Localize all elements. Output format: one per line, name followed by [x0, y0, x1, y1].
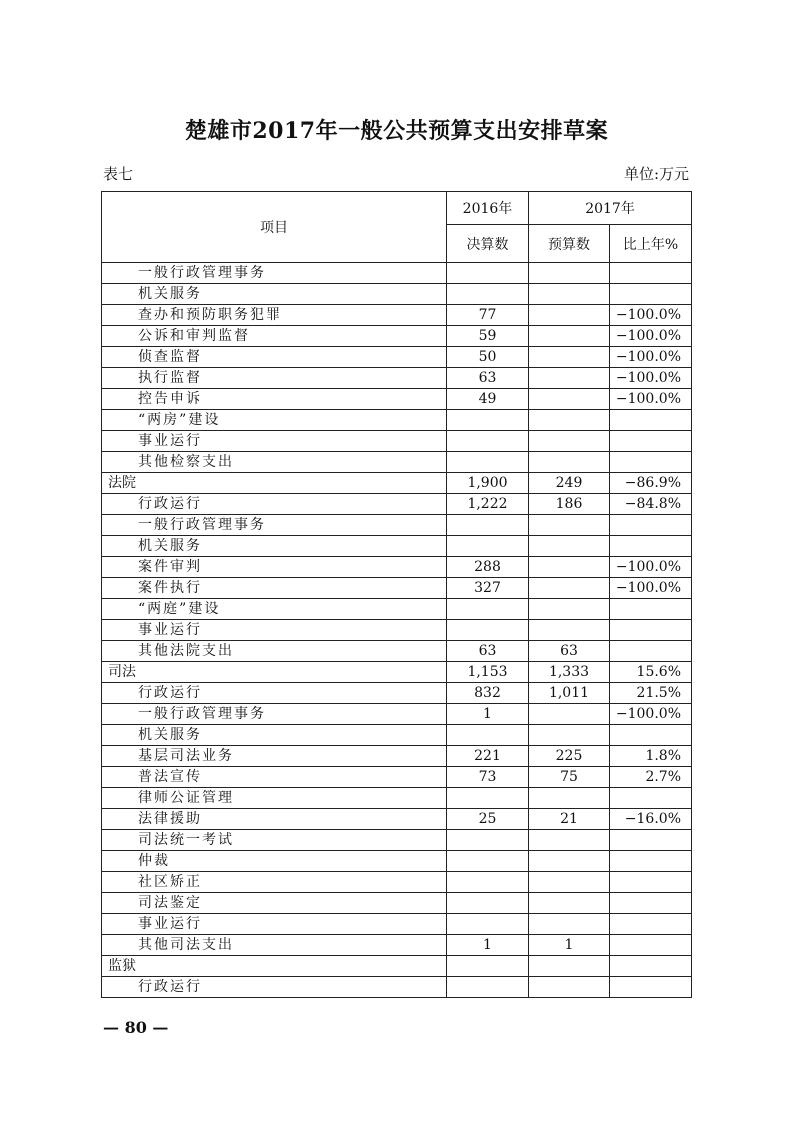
- row-change-pct: −86.9%: [610, 473, 692, 494]
- row-change-pct: 1.8%: [610, 746, 692, 767]
- table-row: [102, 599, 692, 620]
- row-item-name: 其他检察支出: [102, 452, 447, 473]
- table-row: [102, 767, 692, 788]
- table-row: [102, 851, 692, 872]
- row-item-name: 事业运行: [102, 914, 447, 935]
- row-item-name: 其他司法支出: [102, 935, 447, 956]
- row-2017-budget: [529, 389, 610, 410]
- row-item-name: 监狱: [102, 956, 447, 977]
- row-2016-final: 1,222: [447, 494, 529, 515]
- row-item-name: 查办和预防职务犯罪: [102, 305, 447, 326]
- row-change-pct: [610, 536, 692, 557]
- row-change-pct: 15.6%: [610, 662, 692, 683]
- row-2016-final: [447, 872, 529, 893]
- row-change-pct: [610, 599, 692, 620]
- row-2017-budget: 63: [529, 641, 610, 662]
- row-item-name: 行政运行: [102, 683, 447, 704]
- row-2016-final: [447, 788, 529, 809]
- row-2017-budget: 249: [529, 473, 610, 494]
- table-row: [102, 473, 692, 494]
- row-2017-budget: [529, 599, 610, 620]
- row-item-name: 事业运行: [102, 431, 447, 452]
- row-2016-final: [447, 452, 529, 473]
- row-2017-budget: 75: [529, 767, 610, 788]
- row-2017-budget: [529, 893, 610, 914]
- row-change-pct: [610, 872, 692, 893]
- row-change-pct: [610, 641, 692, 662]
- row-2017-budget: [529, 620, 610, 641]
- table-row: [102, 368, 692, 389]
- header-2017: 2017年: [529, 192, 692, 225]
- row-item-name: 行政运行: [102, 977, 447, 998]
- row-change-pct: [610, 452, 692, 473]
- row-item-name: “两庭”建设: [102, 599, 447, 620]
- table-row: [102, 536, 692, 557]
- row-change-pct: [610, 725, 692, 746]
- row-2016-final: [447, 830, 529, 851]
- row-2017-budget: [529, 851, 610, 872]
- row-change-pct: −100.0%: [610, 578, 692, 599]
- row-change-pct: 2.7%: [610, 767, 692, 788]
- row-item-name: 案件审判: [102, 557, 447, 578]
- table-row: [102, 389, 692, 410]
- row-2017-budget: [529, 284, 610, 305]
- row-2016-final: [447, 515, 529, 536]
- page-title: 楚雄市2017年一般公共预算支出安排草案: [184, 118, 609, 144]
- row-item-name: 机关服务: [102, 536, 447, 557]
- row-change-pct: 21.5%: [610, 683, 692, 704]
- budget-table: [101, 191, 692, 998]
- row-2016-final: 1,153: [447, 662, 529, 683]
- header-2016: 2016年: [447, 192, 529, 225]
- header-item: 项目: [102, 192, 447, 263]
- row-item-name: 一般行政管理事务: [102, 263, 447, 284]
- row-2017-budget: [529, 452, 610, 473]
- row-2017-budget: [529, 410, 610, 431]
- row-change-pct: [610, 893, 692, 914]
- row-change-pct: [610, 284, 692, 305]
- row-2016-final: 221: [447, 746, 529, 767]
- row-2017-budget: [529, 368, 610, 389]
- table-row: [102, 746, 692, 767]
- table-row: [102, 788, 692, 809]
- table-row: [102, 263, 692, 284]
- table-row: [102, 893, 692, 914]
- table-row: [102, 725, 692, 746]
- row-2016-final: 63: [447, 641, 529, 662]
- row-item-name: 控告申诉: [102, 389, 447, 410]
- table-row: [102, 452, 692, 473]
- row-change-pct: [610, 956, 692, 977]
- row-2017-budget: [529, 704, 610, 725]
- row-2016-final: [447, 914, 529, 935]
- row-2016-final: 25: [447, 809, 529, 830]
- row-2016-final: 49: [447, 389, 529, 410]
- table-row: [102, 557, 692, 578]
- row-2016-final: [447, 977, 529, 998]
- row-change-pct: [610, 515, 692, 536]
- row-item-name: 普法宣传: [102, 767, 447, 788]
- row-2017-budget: [529, 872, 610, 893]
- table-number: 表七: [103, 165, 134, 183]
- row-item-name: 法律援助: [102, 809, 447, 830]
- row-change-pct: −100.0%: [610, 368, 692, 389]
- row-2016-final: 50: [447, 347, 529, 368]
- row-change-pct: [610, 788, 692, 809]
- page-number: — 80 —: [103, 1018, 169, 1037]
- table-row: [102, 704, 692, 725]
- row-item-name: 基层司法业务: [102, 746, 447, 767]
- row-2016-final: [447, 284, 529, 305]
- table-row: [102, 326, 692, 347]
- row-change-pct: −100.0%: [610, 704, 692, 725]
- row-item-name: 其他法院支出: [102, 641, 447, 662]
- row-2016-final: [447, 431, 529, 452]
- row-item-name: “两房”建设: [102, 410, 447, 431]
- row-2016-final: [447, 599, 529, 620]
- row-2016-final: 1: [447, 935, 529, 956]
- row-2016-final: 59: [447, 326, 529, 347]
- table-row: [102, 956, 692, 977]
- row-item-name: 案件执行: [102, 578, 447, 599]
- row-2017-budget: [529, 914, 610, 935]
- row-2017-budget: [529, 305, 610, 326]
- row-change-pct: [610, 914, 692, 935]
- row-2017-budget: 1: [529, 935, 610, 956]
- table-row: [102, 683, 692, 704]
- row-change-pct: [610, 410, 692, 431]
- row-change-pct: −100.0%: [610, 326, 692, 347]
- row-2017-budget: [529, 326, 610, 347]
- row-item-name: 一般行政管理事务: [102, 704, 447, 725]
- table-row: [102, 515, 692, 536]
- row-change-pct: −100.0%: [610, 347, 692, 368]
- row-item-name: 法院: [102, 473, 447, 494]
- row-2017-budget: [529, 515, 610, 536]
- row-2016-final: 73: [447, 767, 529, 788]
- table-row: [102, 914, 692, 935]
- table-row: [102, 872, 692, 893]
- row-2017-budget: [529, 536, 610, 557]
- row-2016-final: [447, 893, 529, 914]
- header-vs-last-year: 比上年%: [610, 225, 692, 263]
- row-2016-final: 1,900: [447, 473, 529, 494]
- table-row: [102, 620, 692, 641]
- row-2016-final: [447, 725, 529, 746]
- row-item-name: 律师公证管理: [102, 788, 447, 809]
- row-change-pct: [610, 977, 692, 998]
- table-row: [102, 641, 692, 662]
- row-2017-budget: 1,333: [529, 662, 610, 683]
- table-row: [102, 284, 692, 305]
- row-change-pct: [610, 851, 692, 872]
- row-change-pct: −100.0%: [610, 305, 692, 326]
- row-item-name: 机关服务: [102, 725, 447, 746]
- row-change-pct: [610, 935, 692, 956]
- row-2017-budget: [529, 956, 610, 977]
- row-2017-budget: [529, 977, 610, 998]
- row-item-name: 司法统一考试: [102, 830, 447, 851]
- table-row: [102, 431, 692, 452]
- row-2016-final: 327: [447, 578, 529, 599]
- row-2017-budget: [529, 557, 610, 578]
- row-item-name: 一般行政管理事务: [102, 515, 447, 536]
- header-row-1: [102, 192, 692, 225]
- row-item-name: 侦查监督: [102, 347, 447, 368]
- row-2016-final: 77: [447, 305, 529, 326]
- row-change-pct: [610, 830, 692, 851]
- row-2016-final: 1: [447, 704, 529, 725]
- row-change-pct: −16.0%: [610, 809, 692, 830]
- row-item-name: 行政运行: [102, 494, 447, 515]
- row-item-name: 社区矫正: [102, 872, 447, 893]
- row-2016-final: [447, 851, 529, 872]
- row-2016-final: [447, 536, 529, 557]
- row-change-pct: −84.8%: [610, 494, 692, 515]
- table-row: [102, 662, 692, 683]
- row-2016-final: [447, 620, 529, 641]
- table-row: [102, 347, 692, 368]
- row-item-name: 事业运行: [102, 620, 447, 641]
- unit-label: 单位:万元: [623, 165, 689, 183]
- row-item-name: 机关服务: [102, 284, 447, 305]
- table-row: [102, 578, 692, 599]
- row-2017-budget: [529, 578, 610, 599]
- table-row: [102, 410, 692, 431]
- row-2017-budget: [529, 830, 610, 851]
- row-2016-final: 63: [447, 368, 529, 389]
- row-item-name: 司法鉴定: [102, 893, 447, 914]
- row-2016-final: [447, 410, 529, 431]
- row-2017-budget: [529, 725, 610, 746]
- row-2016-final: 288: [447, 557, 529, 578]
- row-change-pct: −100.0%: [610, 389, 692, 410]
- table-row: [102, 809, 692, 830]
- row-2017-budget: 21: [529, 809, 610, 830]
- row-2016-final: 832: [447, 683, 529, 704]
- table-body: [102, 263, 692, 998]
- table-row: [102, 305, 692, 326]
- row-2017-budget: 225: [529, 746, 610, 767]
- table-row: [102, 830, 692, 851]
- row-2017-budget: [529, 788, 610, 809]
- row-2016-final: [447, 956, 529, 977]
- row-2016-final: [447, 263, 529, 284]
- table-row: [102, 977, 692, 998]
- row-change-pct: [610, 431, 692, 452]
- row-2017-budget: [529, 431, 610, 452]
- row-2017-budget: 186: [529, 494, 610, 515]
- row-item-name: 执行监督: [102, 368, 447, 389]
- row-2017-budget: [529, 347, 610, 368]
- row-2017-budget: [529, 263, 610, 284]
- row-2017-budget: 1,011: [529, 683, 610, 704]
- table-row: [102, 494, 692, 515]
- row-change-pct: −100.0%: [610, 557, 692, 578]
- table-row: [102, 935, 692, 956]
- row-item-name: 仲裁: [102, 851, 447, 872]
- row-item-name: 公诉和审判监督: [102, 326, 447, 347]
- row-item-name: 司法: [102, 662, 447, 683]
- row-change-pct: [610, 263, 692, 284]
- row-change-pct: [610, 620, 692, 641]
- header-final-accounts: 决算数: [447, 225, 529, 263]
- header-budget: 预算数: [529, 225, 610, 263]
